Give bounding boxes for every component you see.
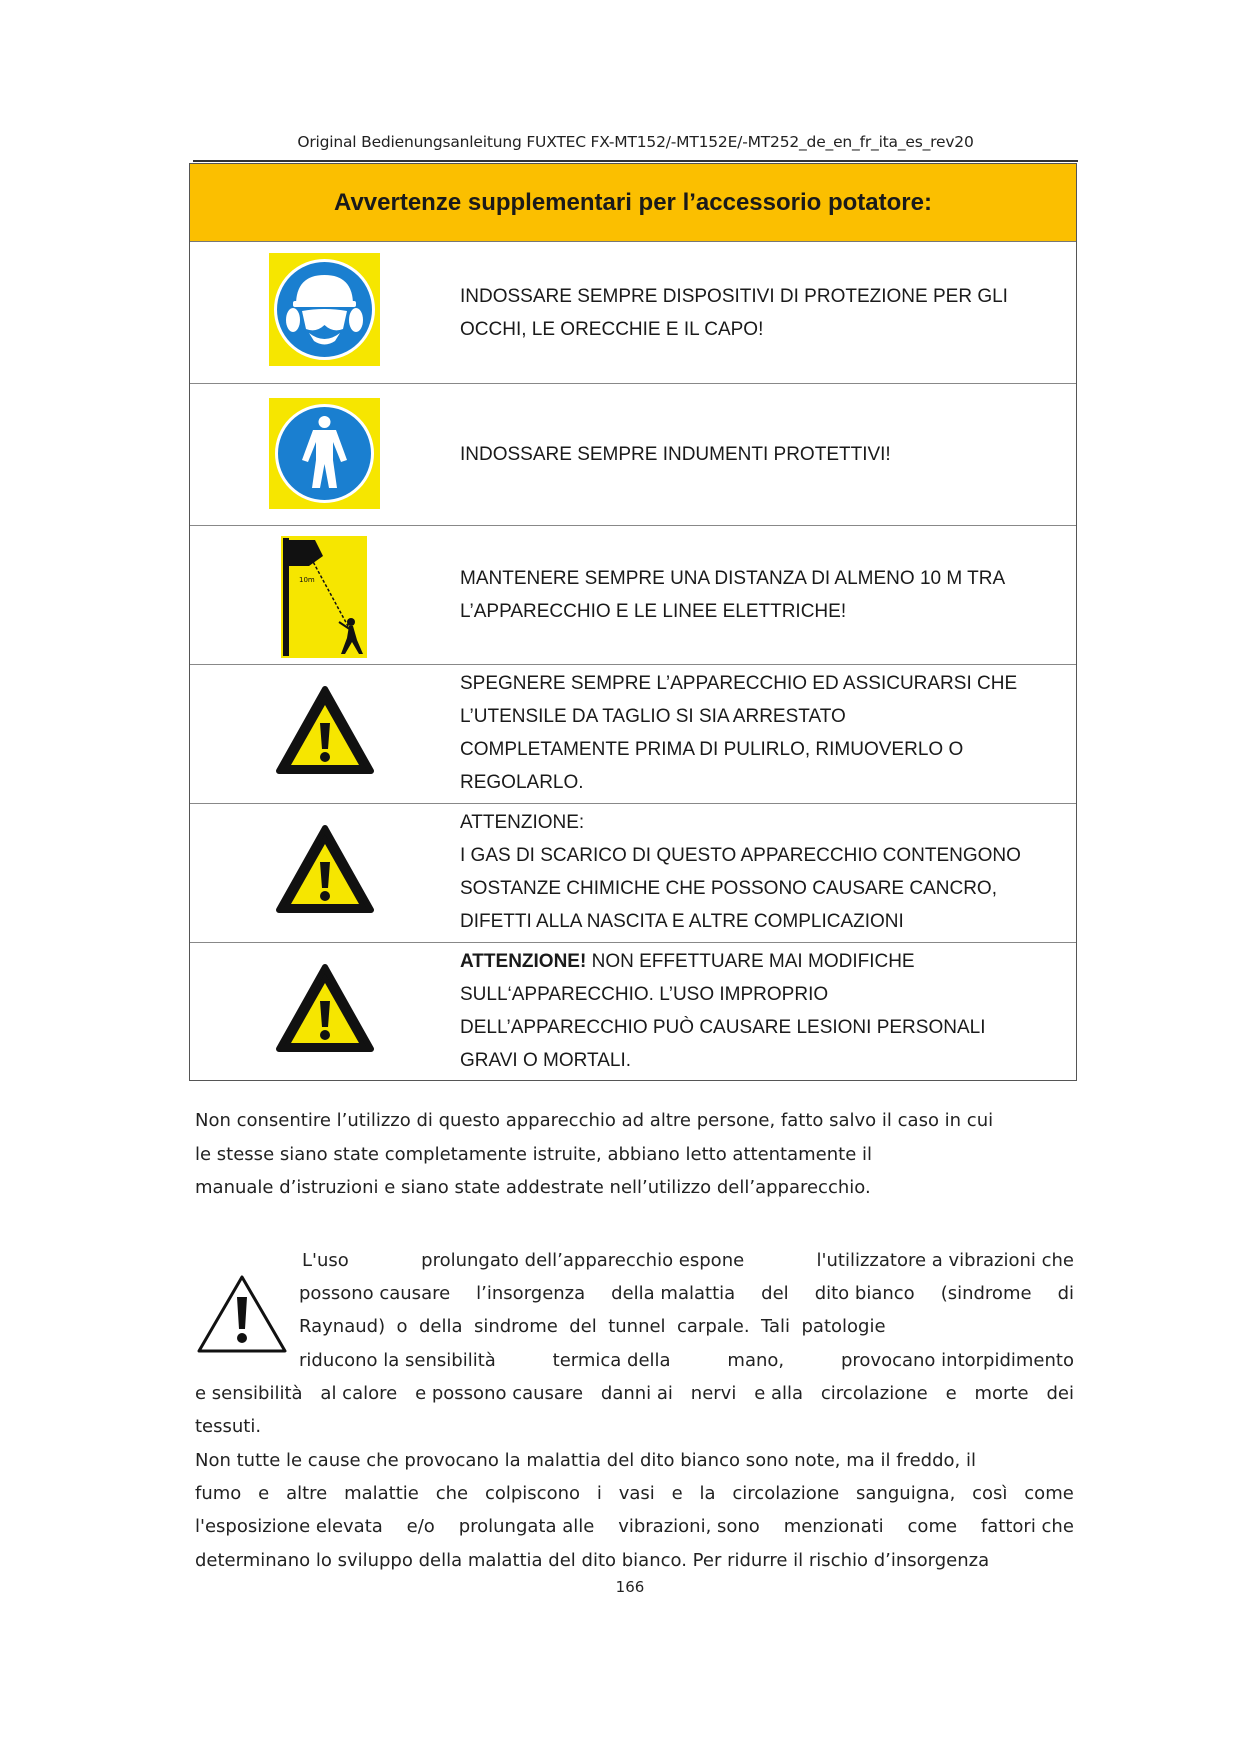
word: l’insorgenza — [476, 1283, 586, 1304]
document-header: Original Bedienungsanleitung FUXTEC FX-MT152/-MT152E/-MT252_de_en_fr_ita_es_rev20 — [297, 133, 974, 151]
paragraph-line — [195, 1483, 1074, 1504]
table-title: Avvertenze supplementari per l’accessorio potatore: — [190, 164, 1076, 242]
power-line-distance-icon — [281, 536, 367, 658]
distance-label: 10m — [299, 576, 315, 584]
word: così — [972, 1483, 1008, 1504]
warning-text-line: SOSTANZE CHIMICHE CHE POSSONO CAUSARE CANCRO, — [460, 878, 997, 899]
warning-text-line: INDOSSARE SEMPRE INDUMENTI PROTETTIVI! — [460, 444, 891, 465]
warning-text-line: L’APPARECCHIO E LE LINEE ELETTRICHE! — [460, 601, 847, 622]
word: menzionati — [783, 1516, 884, 1537]
word: circolazione — [732, 1483, 840, 1504]
word: possono causare — [299, 1283, 451, 1304]
warning-text-rest: NON EFFETTUARE MAI MODIFICHE — [586, 951, 915, 972]
word: malattie — [344, 1483, 419, 1504]
word: l'esposizione elevata — [195, 1516, 383, 1537]
word: e — [258, 1483, 270, 1504]
word: fumo — [195, 1483, 242, 1504]
word: provocano intorpidimento — [840, 1350, 1074, 1371]
paragraph-line: tessuti. — [195, 1416, 262, 1437]
paragraph-line: determinano lo sviluppo della malattia del dito bianco. Per ridurre il rischio d’insorgenza — [195, 1550, 990, 1571]
warning-row-exhaust — [190, 804, 1076, 943]
word: la — [699, 1483, 716, 1504]
paragraph-line: Non consentire l’utilizzo di questo apparecchio ad altre persone, fatto salvo il caso in cui — [195, 1110, 994, 1131]
paragraph-line — [299, 1283, 1074, 1304]
word: (sindrome — [940, 1283, 1032, 1304]
word: nervi — [690, 1383, 737, 1404]
warning-text-line: ATTENZIONE: — [460, 812, 585, 833]
warning-triangle-icon — [275, 824, 375, 916]
warning-text-line: SULL‘APPARECCHIO. L’USO IMPROPRIO — [460, 984, 829, 1005]
warning-text-line: SPEGNERE SEMPRE L’APPARECCHIO ED ASSICURARSI CHE — [460, 673, 1018, 694]
word: e sensibilità — [195, 1383, 303, 1404]
word: di — [1057, 1283, 1074, 1304]
word: come — [1024, 1483, 1074, 1504]
word: e/o — [406, 1516, 435, 1537]
protection-helmet-goggles-earmuffs-icon — [269, 253, 380, 366]
warning-text-line: REGOLARLO. — [460, 772, 584, 793]
paragraph-line — [195, 1450, 1074, 1471]
word: danni ai — [600, 1383, 673, 1404]
word: l'utilizzatore a vibrazioni che — [816, 1250, 1074, 1271]
word: vasi — [618, 1483, 655, 1504]
word: dei — [1046, 1383, 1074, 1404]
word: morte — [974, 1383, 1029, 1404]
word: e — [945, 1383, 957, 1404]
paragraph-line — [195, 1383, 1074, 1404]
word: e — [671, 1483, 683, 1504]
paragraph-line: le stesse siano state completamente istruite, abbiano letto attentamente il — [195, 1144, 873, 1165]
paragraph-line — [299, 1350, 1074, 1371]
word: altre — [286, 1483, 328, 1504]
header-rule — [193, 160, 1078, 162]
word: al calore — [320, 1383, 398, 1404]
word: riducono la sensibilità — [299, 1350, 496, 1371]
paragraph-line: manuale d’istruzioni e siano state addestrate nell’utilizzo dell’apparecchio. — [195, 1177, 871, 1198]
word: i — [596, 1483, 602, 1504]
paragraph-line — [195, 1516, 1074, 1537]
warning-triangle-icon — [275, 685, 375, 777]
warning-text-line: GRAVI O MORTALI. — [460, 1050, 632, 1071]
word: circolazione — [820, 1383, 928, 1404]
word: colpiscono — [484, 1483, 580, 1504]
word: e alla — [754, 1383, 804, 1404]
word: Non tutte le cause che provocano la malattia del dito bianco sono note, ma il freddo, il — [195, 1450, 976, 1471]
attention-label: ATTENZIONE! — [460, 951, 587, 972]
word: fattori che — [980, 1516, 1074, 1537]
warning-row-protection — [190, 242, 1076, 384]
paragraph-line — [302, 1250, 1074, 1271]
word: come — [907, 1516, 958, 1537]
page-number: 166 — [615, 1578, 645, 1596]
protective-clothing-icon — [269, 398, 380, 509]
word: L'uso — [302, 1250, 349, 1271]
warning-row-turn-off — [190, 665, 1076, 804]
warning-row-clothing — [190, 384, 1076, 526]
warning-triangle-icon — [275, 963, 375, 1055]
word: prolungata alle — [458, 1516, 595, 1537]
word: della malattia — [611, 1283, 736, 1304]
warning-text-line: I GAS DI SCARICO DI QUESTO APPARECCHIO CONTENGONO — [460, 845, 1021, 866]
warning-text-line: MANTENERE SEMPRE UNA DISTANZA DI ALMENO 10 M TRA — [460, 568, 1006, 589]
paragraph-line: Raynaud) o della sindrome del tunnel carpale. Tali patologie — [299, 1316, 886, 1337]
word: dito bianco — [814, 1283, 915, 1304]
word: vibrazioni, sono — [618, 1516, 760, 1537]
word: e possono causare — [415, 1383, 584, 1404]
warning-text-line: L’UTENSILE DA TAGLIO SI SIA ARRESTATO — [460, 706, 846, 727]
warning-text-line: DELL’APPARECCHIO PUÒ CAUSARE LESIONI PERSONALI — [460, 1017, 986, 1038]
word: termica della — [552, 1350, 671, 1371]
word: sanguigna, — [856, 1483, 956, 1504]
word: prolungato dell’apparecchio espone — [421, 1250, 745, 1271]
word: mano, — [727, 1350, 785, 1371]
word: che — [435, 1483, 469, 1504]
word: del — [761, 1283, 789, 1304]
warnings-table — [189, 163, 1077, 1081]
warning-text-line: COMPLETAMENTE PRIMA DI PULIRLO, RIMUOVERLO O — [460, 739, 964, 760]
warning-outline-icon — [195, 1273, 289, 1357]
warning-row-modifications — [190, 943, 1076, 1080]
warning-text-line: DIFETTI ALLA NASCITA E ALTRE COMPLICAZIONI — [460, 911, 904, 932]
warning-row-power-lines — [190, 526, 1076, 665]
warning-text-line — [460, 945, 1056, 978]
warning-text-line: INDOSSARE SEMPRE DISPOSITIVI DI PROTEZIONE PER GLI — [460, 285, 1008, 307]
warning-text-line: OCCHI, LE ORECCHIE E IL CAPO! — [460, 318, 764, 340]
